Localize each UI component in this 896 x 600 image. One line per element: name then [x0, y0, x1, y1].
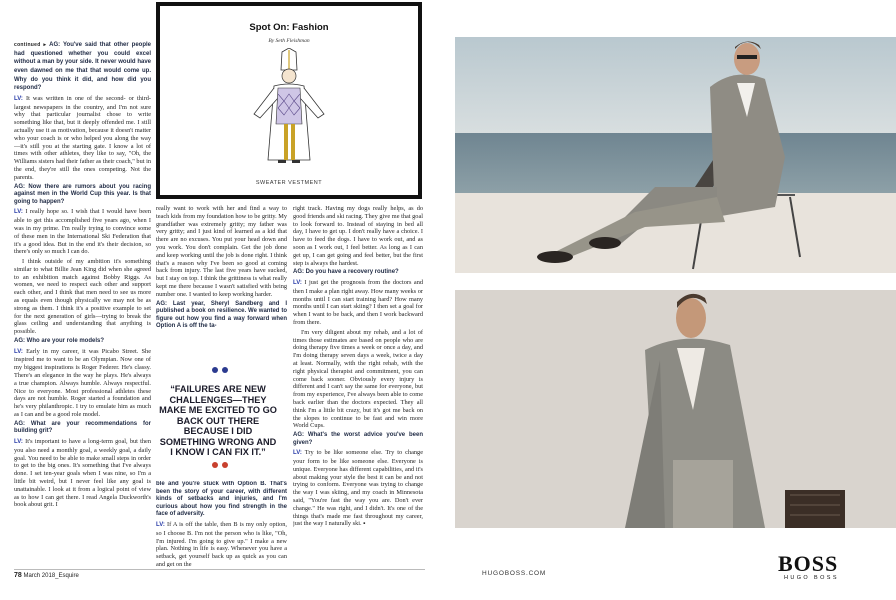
cartoon-illustration	[248, 48, 330, 178]
question-6: AG: Do you have a recovery routine?	[293, 269, 399, 276]
article-column-3	[293, 205, 423, 567]
cartoon-caption: SWEATER VESTMENT	[255, 180, 323, 186]
question-2: AG: Now there are rumors about you racing against men in the World Cup this year. Is that going to happen?	[14, 183, 151, 205]
question-5: AG: Last year, Sheryl Sandberg and I published a book on resilience. We wanted to figure out how you find a way forward when Option A is off the ta-	[156, 300, 287, 330]
pullquote-dot-bottom	[222, 462, 228, 468]
article-column-1	[14, 41, 151, 566]
continued-marker: continued ▸	[14, 42, 47, 48]
answer-2-continued: I think outside of my ambition it's something similar to what Billie Jean King did when she agreed to an exhibition match against Bobby Riggs. As women, we need to respect each other and support each other, and I think that men need to see us more as equals even though physically we may not be as strong as them. I think it's a positive example to set for the next generation of girls—trying to break the glass ceiling and understanding that anything is possible.	[14, 258, 151, 336]
ad-photo-top	[455, 37, 896, 273]
brand-sublogo: HUGO BOSS	[784, 575, 839, 581]
cartoon-panel	[156, 2, 422, 199]
ad-photo-bottom	[455, 290, 896, 528]
pullquote-dot-bottom	[212, 462, 218, 468]
answer-label: LV:	[156, 521, 165, 528]
ad-photo-seated-man	[455, 37, 896, 273]
answer-label: LV:	[14, 95, 23, 102]
answer-label: LV:	[14, 439, 23, 446]
answer-5: If A is off the table, then B is my only option, so I choose B. I'm not the person who is like, "Oh, I'm injured. I'm going to give up." I make a new plan. Nothing in life is easy. Whenever you have a setback, get yourself back up as quick as you can and get on the	[156, 520, 287, 567]
footer-rule	[14, 569, 425, 570]
question-7: AG: What's the worst advice you've been given?	[293, 432, 423, 446]
article-column-2	[156, 205, 287, 355]
answer-label: LV:	[293, 279, 302, 286]
answer-6: I just get the prognosis from the doctors and then I make a plan right away. How many weeks or months until I can start training hard? How many months until I can start skiing? I then set a goal for when I want to be back, and then I work backward from there.	[293, 278, 423, 326]
column-2-paragraph: really want to work with her and find a way to teach kids from my foundation how to be gritty. My grandfather was extremely gritty; my father was very gritty; and I just kind of learned as a kid that there are no excuses. You put your head down and you work. You don't complain. Get the job done and keep working until the job is done right. I think that's a reason why I've been so good at coming back from injury. The last five years have sucked, but I stay on top. I think the grittiness is what really kept me there because I wasn't satisfied with being number one. I wanted to keep working harder.	[156, 205, 287, 298]
article-column-2-lower	[156, 481, 287, 567]
answer-label: LV:	[293, 450, 302, 457]
question-1: AG: You've said that other people had questioned whether you could excel without a man by your side. It never would have even dawned on me that that would come up. Why do you think it did, and how did you respond?	[14, 42, 151, 92]
column-3-paragraph: right track. Having my dogs really helps, as do good friends and ski racing. They give me that goal to look forward to. Instead of staying in bed all day, I have to get up. I don't really have a choice. I have to feed the dogs. I have to work out, and as soon as I work out, I feel better. As long as I can get up, I can get going and feel better, but the first step is always the hardest.	[293, 205, 423, 267]
answer-4: It's important to have a long-term goal, but then you also need a monthly goal, a weekly goal, a daily goal. You need to be able to make small steps in order to get to the big ones. It's something that I've always done. I set ten-year goals when I was nine, so I'm a little bit weird, but I never feel like any goal is unattainable. I look at it from a logical point of view as to how I can get there. I read Angela Duckworth's book about grit. I	[14, 438, 151, 509]
pullquote-dot-top	[212, 367, 218, 373]
answer-label: LV:	[14, 209, 23, 216]
question-4: AG: What are your recommendations for building grit?	[14, 420, 151, 435]
answer-3: Early in my career, it was Picabo Street. She inspired me to want to be an Olympian. Now one of my biggest inspirations is Roger Federer. He's classy. There's an elegance in the way he plays. He's always a true champion. Always humble. Always respectful. Nice to everyone. Most professional athletes these days are not humble. Roger started a foundation and he's very philanthropic. I try to emulate him as much as I can and be a good role model.	[14, 347, 151, 419]
page-number: 78	[14, 572, 22, 579]
brand-logo: BOSS	[778, 551, 839, 576]
issue-label: March 2018_Esquire	[23, 573, 79, 579]
question-3: AG: Who are your role models?	[14, 338, 105, 345]
answer-2: I really hope so. I wish that I would have been able to get this accomplished five years ago, when I was in my prime. I'm really trying to convince some of these men in the International Ski Federation that it's a good idea. But in the end it's their decision, so there's only so much I can do.	[14, 208, 151, 256]
question-5-continued: ble and you're stuck with Option B. That's been the story of your career, with different kinds of setbacks and injuries, and I'm curious about how you find strength in the face of adversity.	[156, 481, 287, 518]
cartoon-title: Spot On: Fashion	[249, 22, 329, 33]
pull-quote: “FAILURES ARE NEW CHALLENGES—THEY MAKE ME EXCITED TO GO BACK OUT THERE BECAUSE I DID SOMETHING WRONG AND I KNOW I CAN FIX IT.”	[159, 384, 277, 457]
ad-photo-standing-man	[455, 290, 896, 528]
answer-label: LV:	[14, 348, 23, 355]
cartoon-byline: By Seth Fleishman	[268, 38, 310, 44]
ad-url[interactable]: HUGOBOSS.COM	[482, 570, 547, 577]
answer-1: It was written in one of the second- or third-largest newspapers in the country, and I'm not sure why that particular journalist chose to write something like that, but it deeply offended me. I still actually use it as motivation, because it doesn't matter who your coach is or who helped you along the way—it's still you at the starting gate. I know a lot of times with other athletes, they like to say, "Oh, the Williams sisters had their father as their coach," but in the end, they're still the ones competing. Not the parents.	[14, 94, 151, 181]
page-footer	[14, 572, 79, 579]
answer-7: Try to be like someone else. Try to change your form to be like someone else. Everyone is unique. Everyone has different capabilities, and it's about making your style the best it can be and not trying to conform. Everyone was trying to change the way I was skiing, and my coach in Minnesota said, "You're fast the way you are. Don't ever change." He was right, and I didn't. It's one of the things that's made me fast throughout my career, just the way I naturally ski. ▪	[293, 449, 423, 528]
answer-6-continued: I'm very diligent about my rehab, and a lot of times those estimates are based on people who are doing therapy five times a week or once a day, and I'm doing therapy seven days a week, twice a day at least. Normally, with the right rehab, with the right physical therapist and commitment, you can come back sooner. Obviously every injury is different and I can't say the same for everyone, but from my experience, I've always been able to come back earlier than the doctors expected. They all think I'm a little bit crazy, but it's got me back on the slopes to continue to be fast and win more World Cups.	[293, 328, 423, 430]
pullquote-dot-top	[222, 367, 228, 373]
